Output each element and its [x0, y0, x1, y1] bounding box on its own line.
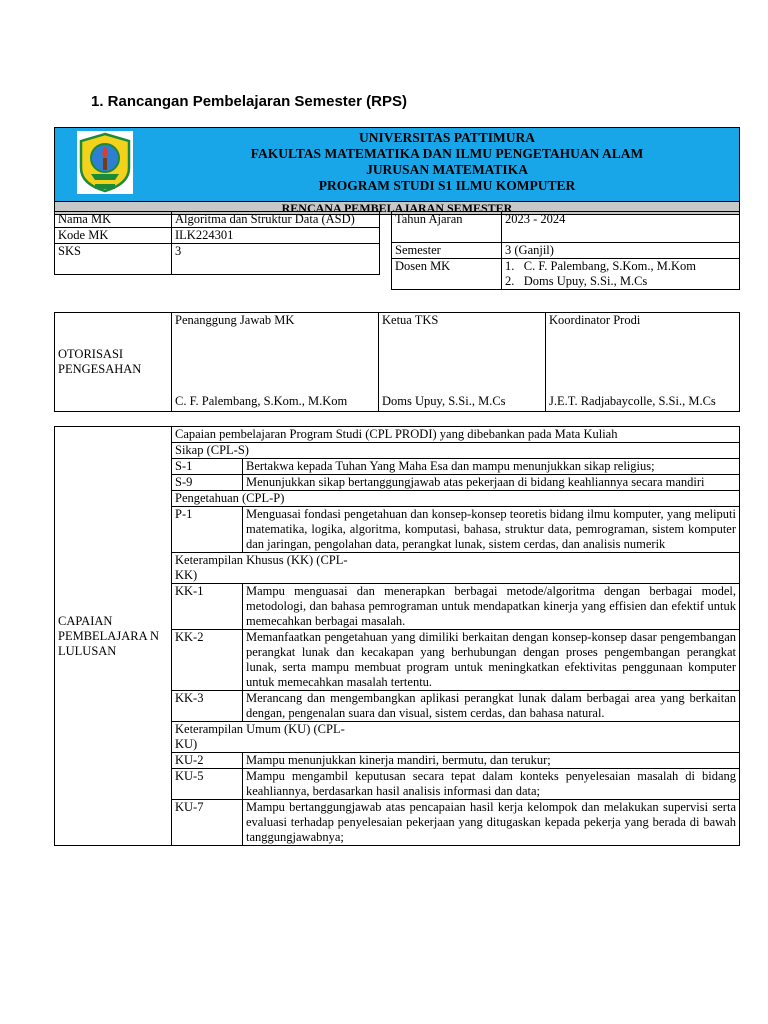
khusus-title: Keterampilan Khusus (KK) (CPL-KK)	[172, 553, 740, 584]
header-line-university: UNIVERSITAS PATTIMURA	[359, 130, 535, 145]
penanggung-name: C. F. Palembang, S.Kom., M.Kom	[175, 394, 348, 408]
sikap-title: Sikap (CPL-S)	[172, 443, 740, 459]
header-title	[155, 128, 740, 202]
outcome-code: KK-2	[172, 630, 243, 691]
capaian-intro: Capaian pembelajaran Program Studi (CPL PRODI) yang dibebankan pada Mata Kuliah	[172, 427, 740, 443]
ketua-title: Ketua TKS	[382, 313, 439, 327]
table-row	[392, 243, 740, 259]
dosen-item-1: 1. C. F. Palembang, S.Kom., M.Kom	[505, 259, 697, 273]
logo-cell	[55, 128, 156, 202]
penanggung-title: Penanggung Jawab MK	[175, 313, 295, 327]
outcome-text: Mampu menguasai dan menerapkan berbagai metode/algoritma dengan berbagai model, metodologi, dan bahasa pemrograman untuk mendapatkan kinerja yang effisien dan efektif untuk memecahkan berbagai masalah.	[243, 584, 740, 630]
table-row	[55, 212, 380, 228]
penanggung-cell	[172, 313, 379, 412]
header-line-program: PROGRAM STUDI S1 ILMU KOMPUTER	[318, 178, 576, 193]
dosen-label: Dosen MK	[392, 259, 502, 290]
outcome-code: KK-3	[172, 691, 243, 722]
outcome-text: Mampu mengambil keputusan secara tepat dalam konteks penyelesaian masalah di bidang keahliannya, berdasarkan hasil analisis informasi dan data;	[243, 769, 740, 800]
course-meta-table	[391, 211, 740, 290]
semester-value: 3 (Ganjil)	[502, 243, 740, 259]
section-heading: 1. Rancangan Pembelajaran Semester (RPS)	[91, 93, 407, 110]
university-logo-icon	[55, 128, 155, 197]
semester-label: Semester	[392, 243, 502, 259]
table-row	[55, 228, 380, 244]
course-info-table	[54, 211, 380, 275]
tahun-value: 2023 - 2024	[502, 212, 740, 243]
sks-value: 3	[172, 244, 380, 275]
capaian-label: CAPAIAN PEMBELAJARA N LULUSAN	[55, 427, 172, 846]
nama-mk-label: Nama MK	[55, 212, 172, 228]
table-row	[55, 313, 740, 412]
table-row	[55, 244, 380, 275]
ketua-cell	[379, 313, 546, 412]
kode-mk-value: ILK224301	[172, 228, 380, 244]
dosen-list	[502, 259, 740, 290]
nama-mk-value: Algoritma dan Struktur Data (ASD)	[172, 212, 380, 228]
koordinator-cell	[546, 313, 740, 412]
outcome-code: KU-7	[172, 800, 243, 846]
koordinator-name: J.E.T. Radjabaycolle, S.Si., M.Cs	[549, 394, 716, 408]
otorisasi-label: OTORISASI PENGESAHAN	[55, 313, 172, 412]
outcome-text: Memanfaatkan pengetahuan yang dimiliki berkaitan dengan konsep-konsep dasar pengembangan perangkat lunak dan kecakapan yang berhubungan dengan proses pengembangan perangkat lunak, serta mampu membuat program untuk meningkatkan efektivitas penggunaan komputer untuk memecahkan masalah tertentu.	[243, 630, 740, 691]
university-header	[54, 127, 740, 215]
header-line-department: JURUSAN MATEMATIKA	[366, 162, 528, 177]
header-line-faculty: FAKULTAS MATEMATIKA DAN ILMU PENGETAHUAN ALAM	[250, 146, 644, 161]
dosen-item-2: 2. Doms Upuy, S.Si., M.Cs	[505, 274, 648, 288]
tahun-label: Tahun Ajaran	[392, 212, 502, 243]
sks-label: SKS	[55, 244, 172, 275]
outcome-code: S-1	[172, 459, 243, 475]
ketua-name: Doms Upuy, S.Si., M.Cs	[382, 394, 506, 408]
rps-title: RENCANA PEMBELAJARAN SEMESTER	[55, 202, 740, 215]
outcome-text: Merancang dan mengembangkan aplikasi perangkat lunak dalam berbagai area yang berkaitan dengan, pengenalan suara dan visual, sistem cerdas, dan bahasa natural.	[243, 691, 740, 722]
outcome-text: Menguasai fondasi pengetahuan dan konsep-konsep teoretis bidang ilmu komputer, yang meliputi matematika, logika, algoritma, komputasi, bahasa, struktur data, pemrograman, sistem komputer dan jaringan, pengolahan data, perangkat lunak, sistem cerdas, dan analisis numerik	[243, 507, 740, 553]
outcome-code: KU-2	[172, 753, 243, 769]
table-row	[392, 259, 740, 290]
outcome-text: Menunjukkan sikap bertanggungjawab atas pekerjaan di bidang keahliannya secara mandiri	[243, 475, 740, 491]
umum-title: Keterampilan Umum (KU) (CPL-KU)	[172, 722, 740, 753]
pengetahuan-title: Pengetahuan (CPL-P)	[172, 491, 740, 507]
outcome-code: KK-1	[172, 584, 243, 630]
table-row	[392, 212, 740, 243]
kode-mk-label: Kode MK	[55, 228, 172, 244]
outcome-code: P-1	[172, 507, 243, 553]
outcome-text: Mampu menunjukkan kinerja mandiri, bermutu, dan terukur;	[243, 753, 740, 769]
outcome-code: KU-5	[172, 769, 243, 800]
outcome-code: S-9	[172, 475, 243, 491]
outcome-text: Bertakwa kepada Tuhan Yang Maha Esa dan mampu menunjukkan sikap religius;	[243, 459, 740, 475]
table-row	[55, 427, 740, 443]
authorization-table	[54, 312, 740, 412]
outcome-text: Mampu bertanggungjawab atas pencapaian hasil kerja kelompok dan melakukan supervisi serta evaluasi terhadap penyelesaian pekerjaan yang ditugaskan kepada pekerja yang berada di bawah tanggungjawabnya;	[243, 800, 740, 846]
learning-outcomes-table	[54, 426, 740, 846]
koordinator-title: Koordinator Prodi	[549, 313, 641, 327]
